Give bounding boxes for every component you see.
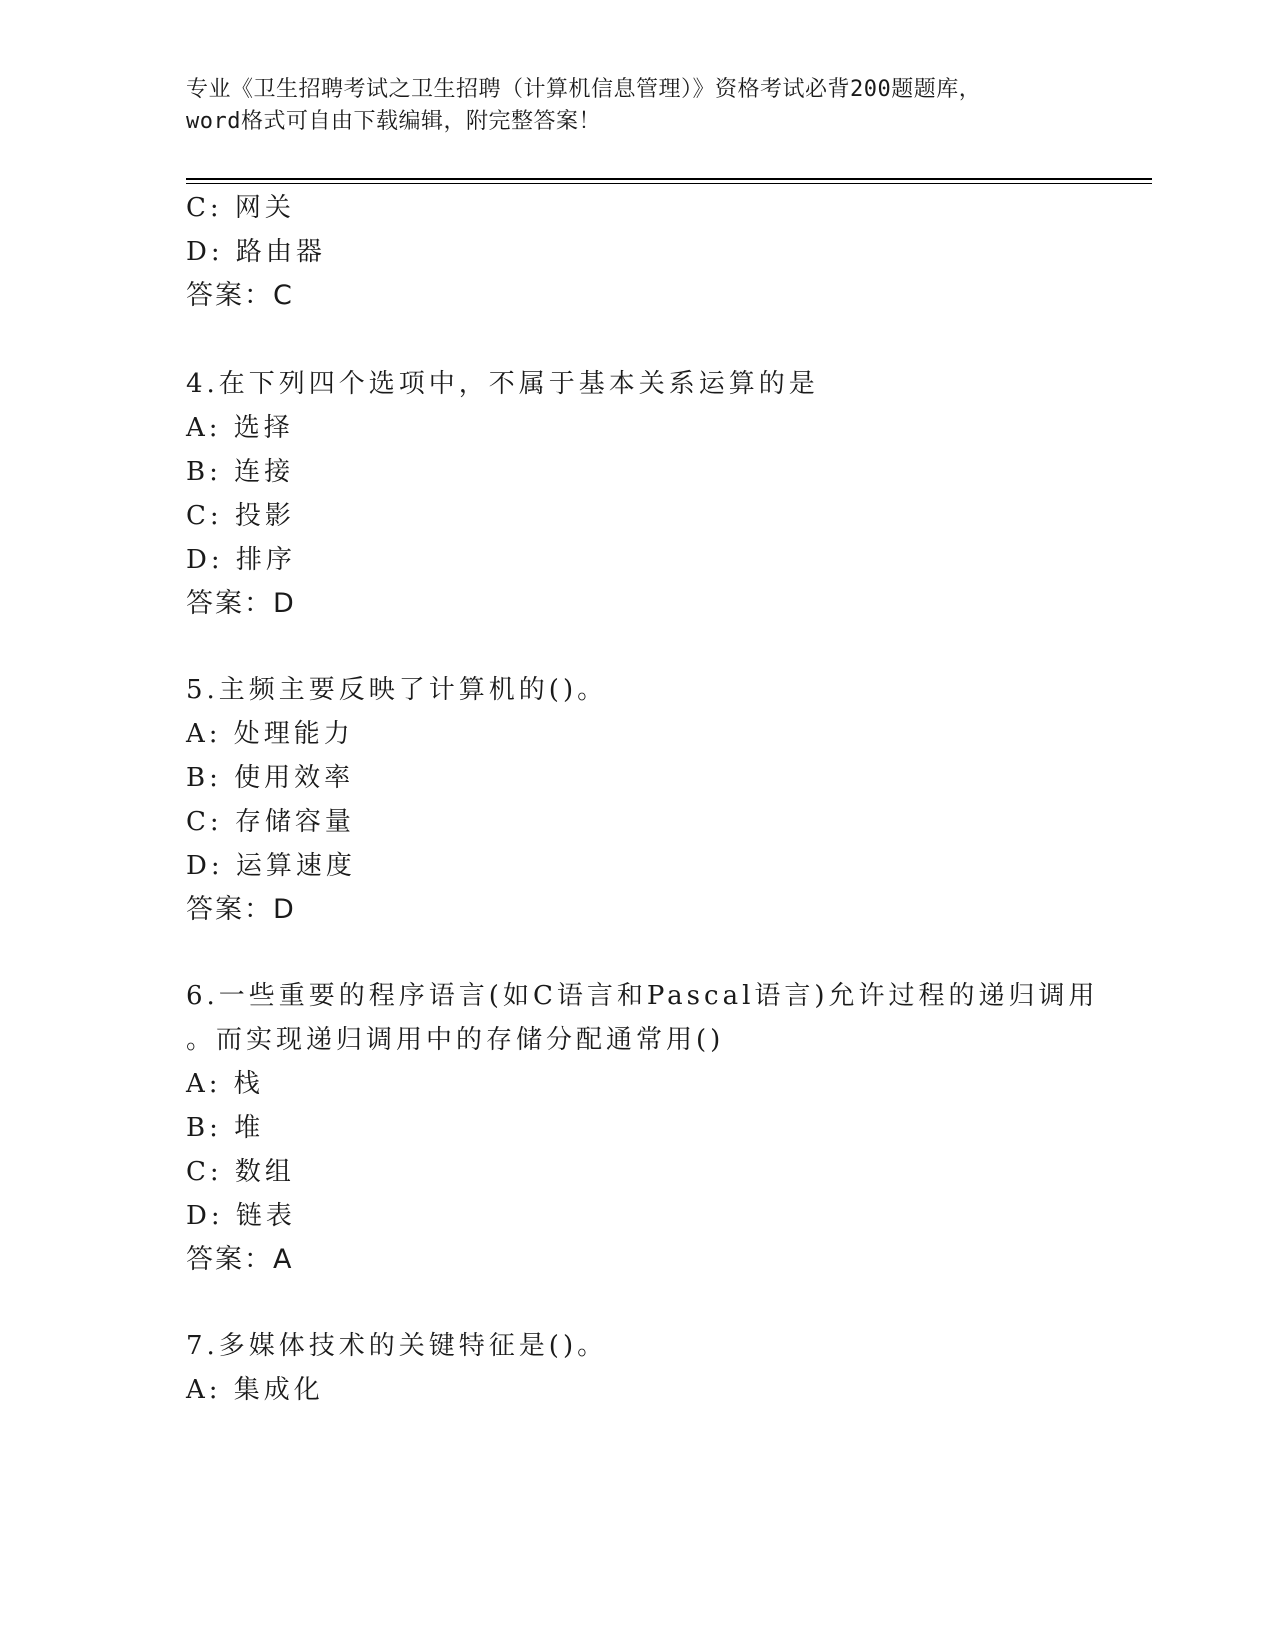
q5-option-d: D: 运算速度 <box>186 851 356 881</box>
q5-question: 5.主频主要反映了计算机的()。 <box>186 675 608 705</box>
q6-answer: 答案：A <box>186 1244 294 1275</box>
q6-option-c: C: 数组 <box>186 1157 295 1187</box>
q4-option-d: D: 排序 <box>186 545 296 575</box>
q5-answer: 答案：D <box>186 894 296 925</box>
q6-option-d: D: 链表 <box>186 1201 296 1231</box>
q3-option-c: C: 网关 <box>186 193 295 223</box>
q6-option-b: B: 堆 <box>186 1113 265 1143</box>
q5-option-b: B: 使用效率 <box>186 763 355 793</box>
header-divider-thick <box>186 178 1152 180</box>
q4-option-a: A: 选择 <box>186 413 294 443</box>
header-title-line-1: 专业《卫生招聘考试之卫生招聘（计算机信息管理）》资格考试必背200题题库， <box>186 77 982 102</box>
q6-question-line-2: 。而实现递归调用中的存储分配通常用() <box>186 1025 725 1055</box>
q4-option-b: B: 连接 <box>186 457 295 487</box>
header-divider-thin <box>186 183 1152 184</box>
q5-option-a: A: 处理能力 <box>186 719 354 749</box>
q5-option-c: C: 存储容量 <box>186 807 355 837</box>
q6-option-a: A: 栈 <box>186 1069 264 1099</box>
q3-option-d: D: 路由器 <box>186 237 326 267</box>
q4-answer: 答案：D <box>186 588 296 619</box>
q4-question: 4.在下列四个选项中，不属于基本关系运算的是 <box>186 369 819 399</box>
q4-option-c: C: 投影 <box>186 501 295 531</box>
q7-question: 7.多媒体技术的关键特征是()。 <box>186 1331 608 1361</box>
q6-question-line-1: 6.一些重要的程序语言(如C语言和Pascal语言)允许过程的递归调用 <box>186 981 1099 1011</box>
q7-option-a: A: 集成化 <box>186 1375 324 1405</box>
header-title-line-2: word格式可自由下载编辑，附完整答案！ <box>186 109 601 134</box>
document-header <box>186 74 1086 138</box>
q3-answer: 答案：C <box>186 280 294 311</box>
